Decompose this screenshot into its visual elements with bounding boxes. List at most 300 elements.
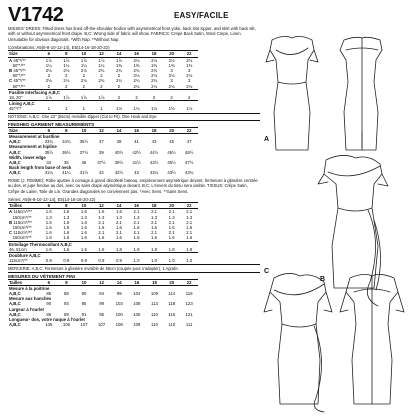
yardage-cell: 0.9	[80, 258, 87, 264]
yardage-cell: 1.6	[98, 246, 105, 252]
measurement-cell: 114	[168, 290, 176, 296]
yardage-cell: 2⅛	[133, 83, 140, 89]
size-header-cell: 16	[128, 279, 146, 285]
yardage-cell: 1⅜	[151, 62, 158, 68]
measurement-cell: 111	[185, 322, 193, 328]
measurement-cell: 33¾	[44, 139, 53, 145]
size-header-cell: 20	[163, 127, 181, 133]
fabric-width: 45"*/**	[9, 106, 22, 112]
measurement-heading: Longueur- dos, votre nuque à l'ourlet	[9, 316, 85, 322]
yardage-cell: 1.8	[168, 246, 175, 252]
view-b-front-drawing	[318, 155, 388, 306]
size-header-cell: 20	[163, 279, 180, 285]
measurement-cell: 43½	[167, 170, 176, 176]
finished-measurements-table	[8, 279, 198, 328]
yardage-cell: 1.3	[168, 214, 175, 220]
yardage-cell: 1.6	[186, 235, 193, 241]
yardage-cell: 1⅞	[63, 57, 70, 63]
measurement-cell: 89	[64, 311, 69, 317]
measurement-cell: 110	[168, 322, 176, 328]
yardage-cell: 2	[47, 83, 50, 89]
size-header-cell: 22	[180, 51, 198, 57]
measurement-cell: 39	[116, 139, 122, 145]
size-header-cell: Size	[8, 127, 40, 133]
fabric-width: 18, 20"	[9, 95, 23, 101]
measurement-cell: 44½	[149, 149, 159, 155]
yardage-cell: 1.6	[80, 209, 87, 215]
measurement-heading: Width, lower edge	[9, 154, 46, 160]
yardage-cell: 1.6	[80, 230, 87, 236]
yardage-cell: 1	[47, 106, 50, 112]
yardage-cell: 1⅞	[45, 95, 52, 101]
measurement-row	[8, 322, 198, 327]
yardage-cell: 2⅛	[186, 83, 193, 89]
measurement-cell: 35	[63, 160, 69, 166]
yardage-cell: 1⅛	[168, 106, 175, 112]
view-c-front-drawing	[264, 273, 332, 412]
yardage-cell: 2.1	[133, 209, 140, 215]
yardage-cell: 3	[187, 68, 191, 74]
yardage-cell: 1.3	[133, 214, 140, 220]
size-header-cell: 6	[40, 203, 58, 209]
finished-measurements-heading: MESURES DU VÊTEMENT FINI	[8, 273, 75, 279]
yardage-cell: 2.1	[186, 209, 193, 215]
yardage-cell: 2.1	[168, 230, 175, 236]
yardage-cell: 2	[187, 95, 191, 101]
yardage-cell: 1.6	[98, 235, 105, 241]
measurement-cell: 110	[151, 311, 158, 317]
measurement-cell: 37½	[97, 160, 106, 166]
size-header-cell: 18	[145, 203, 163, 209]
measurement-cell: 42	[99, 170, 104, 176]
measurement-cell: 90	[81, 290, 87, 296]
measurement-cell: 39½	[114, 160, 124, 166]
size-header-cell: 14	[110, 51, 128, 57]
measurement-cell: 88	[64, 290, 69, 296]
yardage-cell: 1.6	[133, 235, 140, 241]
yardage-cell: 1.6	[80, 246, 87, 252]
size-header-cell: 8	[58, 127, 76, 133]
yardage-cell: 1.3	[63, 214, 70, 220]
yardage-cell: 1.6	[133, 224, 140, 230]
measurement-heading: Largeur à l'ourlet	[9, 306, 44, 312]
measurement-cell: 107	[80, 322, 88, 328]
yardage-cell: 3	[187, 78, 191, 84]
yardage-table	[8, 202, 198, 263]
view-letter: B	[9, 68, 13, 74]
size-header-cell: 14	[110, 127, 128, 133]
measurement-cell: 86	[46, 311, 52, 317]
views-label: A,B,C	[9, 301, 21, 307]
yardage-cell: 1	[82, 106, 86, 112]
yardage-cell: 1.3	[186, 214, 193, 220]
yardage-cell: 2⅛	[151, 57, 158, 63]
yardage-cell: 1.8	[115, 246, 122, 252]
measurement-cell: 107	[98, 322, 106, 328]
dress-line-drawings	[262, 20, 412, 414]
yardage-cell: 1.0	[186, 258, 193, 264]
measurement-cell: 86	[46, 290, 52, 296]
views-label: A,B,C	[9, 139, 21, 145]
description: ROBE (J. FEMME): Robe ajustée à corsage à grand décolleté bateau, empiècement asymétrique devant, fermeture à glissière centrée au dos, et jupe fendue au dos, avec ou sans drapé asymétrique devant. B,C: L'envers du tissu sera visible. TISSUS: Crêpe Satin, Crêpe de Laine, Toile de Lin. Grandes diagonales ne conviennent pas. *Avec Sens. **Sans Sens.	[8, 177, 258, 194]
french-section	[8, 178, 260, 328]
fabric-width: 46, 51cm	[9, 246, 27, 252]
yardage-cell: 1.6	[80, 224, 87, 230]
yardage-cell: 1.6	[63, 235, 70, 241]
size-header-cell: 14	[110, 203, 128, 209]
yardage-cell: 2¾	[133, 78, 140, 84]
yardage-cell: 2⅛	[168, 57, 175, 63]
measurement-cell: 116	[168, 311, 176, 317]
measurement-cell: 41½	[132, 160, 141, 166]
yardage-cell: 1.6	[45, 224, 52, 230]
yardage-cell: 1.8	[133, 246, 140, 252]
measurement-cell: 35½	[44, 149, 53, 155]
measurement-cell: 43¼	[149, 170, 159, 176]
yardage-cell: 1⅜	[168, 62, 175, 68]
yardage-cell: 1⅛	[151, 106, 158, 112]
views-label: A,B,C	[9, 322, 21, 328]
yardage-cell: 2⅛	[151, 73, 158, 79]
view-c-label: C	[264, 268, 270, 275]
size-header-cell: 12	[93, 127, 111, 133]
yardage-cell: 2¾	[98, 68, 105, 74]
view-letter: A	[9, 209, 13, 215]
measurement-cell: 41½	[79, 170, 89, 176]
yardage-cell: 1⅜	[115, 62, 122, 68]
measurement-heading: Measurement at bustline	[9, 134, 60, 140]
measurement-cell: 37½	[79, 149, 89, 155]
fabric-width: 115cm*/**	[9, 258, 28, 264]
yardage-cell: 2	[65, 73, 68, 79]
view-letter: C	[9, 230, 13, 236]
measurement-cell: 34¾	[62, 139, 71, 145]
section-title: Lining A,B,C	[8, 101, 198, 107]
size-header-cell: 6	[40, 127, 58, 133]
measurement-cell: 43	[151, 139, 157, 145]
measurement-heading: Mesure aux hanches	[9, 296, 52, 302]
section-title: Doublure A,B,C	[8, 252, 198, 258]
fabric-width: 45"*/**	[13, 68, 26, 74]
measurement-row	[8, 170, 198, 175]
yardage-cell: 1.6	[168, 224, 175, 230]
measurement-cell: 91	[81, 311, 87, 317]
finished-measurements-table	[8, 127, 198, 176]
yardage-cell: 2¾	[115, 68, 122, 74]
yardage-cell: 2.1	[133, 219, 140, 225]
view-a-front-drawing	[266, 36, 318, 150]
yardage-cell: 2⅛	[151, 83, 158, 89]
yardage-cell: 1.6	[186, 224, 193, 230]
size-header-cell: 10	[75, 51, 93, 57]
measurement-cell: 45½	[167, 160, 176, 166]
difficulty-label: EASY/FACILE	[174, 11, 229, 20]
measurement-cell: 105	[45, 322, 53, 328]
size-header-cell: Size	[8, 51, 40, 57]
yardage-cell: 0.9	[98, 258, 105, 264]
yardage-cell: 2	[135, 95, 138, 101]
yardage-cell: 2⅛	[133, 57, 140, 63]
yardage-cell: 1⅞	[63, 95, 70, 101]
measurement-cell: 109	[133, 322, 141, 328]
fabric-width: 60"*/**	[12, 83, 26, 89]
measurement-cell: 121	[185, 311, 193, 317]
measurement-cell: 106	[62, 322, 70, 328]
yardage-cell: 2.1	[115, 219, 122, 225]
fabric-width: 60"*/**	[12, 62, 26, 68]
yardage-cell: 2.1	[168, 219, 175, 225]
views-label: A,B,C	[9, 149, 21, 155]
views-label: A,B,C	[9, 160, 21, 166]
yardage-cell: 2⅛	[80, 68, 87, 74]
yardage-cell: 1.3	[98, 214, 105, 220]
size-header-cell: 18	[145, 51, 163, 57]
measurement-cell: 36	[81, 160, 87, 166]
size-header-cell: 12	[93, 279, 111, 285]
views-label: A,B,C	[9, 170, 21, 176]
yardage-table	[8, 50, 198, 111]
technical-drawings	[262, 20, 412, 414]
yardage-cell: 3	[170, 68, 173, 74]
measurement-cell: 41⅛	[44, 170, 53, 176]
measurement-cell: 36½	[62, 149, 71, 155]
size-header-cell: 6	[40, 279, 58, 285]
yardage-cell: 1.8	[151, 246, 158, 252]
yardage-cell: 1.3	[80, 214, 87, 220]
yardage-cell: 2¾	[133, 68, 140, 74]
yardage-cell: 2¾	[151, 68, 158, 74]
size-header-cell: 8	[58, 203, 76, 209]
yardage-cell: 1.6	[63, 224, 70, 230]
fabric-width: 45"*/**	[13, 78, 26, 84]
yardage-cell: 1.6	[98, 209, 105, 215]
size-header-cell: 10	[75, 127, 93, 133]
yardage-cell: 1¼	[80, 62, 87, 68]
yardage-cell: 1.6	[98, 224, 105, 230]
yardage-cell: 1⅞	[98, 57, 105, 63]
yardage-cell: 1	[65, 106, 68, 112]
yardage-cell: 2⅛	[133, 73, 140, 79]
yardage-cell: 1	[100, 106, 103, 112]
measurement-cell: 99	[116, 290, 122, 296]
fabric-width: 115cm*/**	[13, 219, 33, 225]
english-section	[8, 26, 260, 176]
views-label: A,B,C	[9, 290, 21, 296]
yardage-cell: 2⅛	[186, 73, 193, 79]
size-header-cell: 20	[163, 203, 181, 209]
notions: MERCERIE: A,B,C: Fermeture à glissière invisible de 55cm (coupée pour s'adapter), 1 Agrafe.	[8, 264, 260, 272]
yardage-cell: 1.6	[63, 230, 70, 236]
yardage-cell: 2¾	[98, 78, 105, 84]
measurement-cell: 42½	[114, 170, 124, 176]
size-header-cell: 16	[128, 51, 146, 57]
yardage-cell: 2.1	[186, 230, 193, 236]
size-header-cell: 16	[128, 203, 146, 209]
yardage-cell: 1.6	[45, 209, 52, 215]
size-header-cell: 10	[75, 279, 93, 285]
measurement-cell: 94	[99, 290, 105, 296]
yardage-cell: 2.1	[186, 219, 193, 225]
yardage-cell: 1⅞	[115, 57, 122, 63]
yardage-cell: 1.3	[115, 214, 122, 220]
combinations: Séries: A5(6-8-10-12-14), E5(14-16-18-20-22)	[8, 196, 96, 202]
yardage-cell: 2⅛	[168, 83, 175, 89]
yardage-cell: 2.1	[168, 209, 175, 215]
yardage-cell: 2	[117, 73, 121, 79]
yardage-cell: 1.6	[45, 219, 52, 225]
measurement-cell: 95	[81, 301, 87, 307]
yardage-cell: 1.6	[115, 224, 122, 230]
measurement-cell: 90	[46, 301, 52, 307]
size-header-cell: 16	[128, 127, 146, 133]
yardage-cell: 2⅛	[80, 78, 87, 84]
view-a-label: A	[264, 136, 270, 143]
pattern-number: V1742	[8, 4, 64, 26]
yardage-cell: 1.6	[80, 219, 87, 225]
view-letter: B	[9, 219, 13, 225]
yardage-cell: 1.3	[45, 214, 52, 220]
yardage-row	[8, 106, 198, 111]
yardage-cell: 1.8	[186, 246, 193, 252]
measurement-cell: 42½	[132, 149, 141, 155]
measurement-cell: 41¼	[62, 170, 71, 176]
yardage-cell: 2¾	[115, 78, 122, 84]
yardage-cell: 2⅛	[63, 78, 70, 84]
size-header-cell: 12	[93, 203, 111, 209]
size-header-cell: 18	[146, 279, 164, 285]
description: MISSES' DRESS: Fitted dress has lined off-the-shoulder bodice with asymmetrical front yoke, back slot zipper, and skirt with back slit, with or without asymmetrical front drape. B,C: Wrong side of fabric will show. FABRICS: Crepe Back Satin, Wool Crepe, Linen. Unsuitable for obvious diagonals. *With Nap. **Without Nap.	[8, 26, 256, 42]
measurement-cell: 43½	[149, 160, 159, 166]
measurement-cell: 99	[99, 301, 105, 307]
size-header-cell: 12	[93, 51, 111, 57]
measurement-cell: 45	[169, 139, 174, 145]
yardage-cell: 0.9	[45, 258, 52, 264]
yardage-cell: 2⅛	[186, 57, 193, 63]
size-header-cell: 8	[58, 279, 76, 285]
yardage-cell: 1.0	[151, 258, 158, 264]
size-header-cell: Tailles	[8, 279, 40, 285]
yardage-row	[8, 258, 198, 263]
measurement-cell: 43	[134, 170, 139, 176]
fabric-width: 115cm*/**	[13, 230, 33, 236]
size-header-cell: 10	[75, 203, 93, 209]
views-label: A,B,C	[9, 311, 21, 317]
yardage-cell: 2.1	[151, 209, 158, 215]
yardage-cell: 1¼	[98, 62, 105, 68]
fabric-width: 150cm*/**	[12, 235, 32, 241]
text-column	[8, 26, 260, 414]
yardage-cell: 1.6	[45, 235, 52, 241]
size-header-cell: 22	[180, 127, 198, 133]
yardage-cell: 2	[65, 83, 68, 89]
fabric-width: 150cm*/**	[12, 214, 32, 220]
size-header-cell: 6	[40, 51, 58, 57]
yardage-cell: 1.6	[45, 230, 52, 236]
measurement-cell: 35½	[79, 139, 89, 145]
yardage-cell: 2	[117, 83, 121, 89]
measurement-cell: 47	[186, 139, 192, 145]
fabric-width: 115cm*/**	[13, 209, 33, 215]
yardage-cell: 2	[100, 83, 103, 89]
yardage-cell: 2.1	[133, 230, 140, 236]
yardage-cell: 1⅞	[80, 57, 87, 63]
measurement-cell: 39	[99, 149, 104, 155]
size-header-cell: 8	[58, 51, 76, 57]
yardage-cell: 2	[82, 83, 86, 89]
yardage-cell: 2	[82, 73, 86, 79]
yardage-cell: 1⅛	[186, 106, 193, 112]
measurement-cell: 41	[134, 139, 139, 145]
measurement-cell: 109	[150, 290, 159, 296]
measurement-heading: Measurement at hipline	[9, 144, 57, 150]
fabric-width: 150cm*/**	[12, 224, 32, 230]
size-header-cell: 22	[180, 203, 198, 209]
size-header-cell: 20	[163, 51, 181, 57]
fabric-width: 45"*/**	[13, 57, 26, 63]
yardage-cell: 3	[170, 78, 173, 84]
measurement-cell: 46½	[167, 149, 176, 155]
yardage-cell: 2.1	[98, 219, 105, 225]
fabric-width: 60"*/**	[12, 73, 26, 79]
yardage-cell: 1⅞	[98, 95, 105, 101]
measurement-cell: 113	[151, 301, 158, 307]
measurement-cell: 118	[168, 301, 176, 307]
yardage-cell: 1⅜	[186, 62, 193, 68]
yardage-cell: 0.9	[63, 258, 70, 264]
view-a-back-drawing	[340, 37, 382, 150]
yardage-cell: 2¾	[151, 78, 158, 84]
measurement-cell: 103	[115, 301, 123, 307]
yardage-cell: 2.1	[151, 219, 158, 225]
combinations: Combinations: A5(6-8-10-12-14), E5(14-16-18-20-22)	[8, 45, 110, 51]
size-header-cell: 18	[145, 127, 163, 133]
yardage-cell: 1.6	[80, 235, 87, 241]
yardage-cell: 1.6	[115, 209, 122, 215]
measurement-cell: 95	[99, 311, 105, 317]
size-header-cell: Tailles	[8, 203, 40, 209]
yardage-cell: 2⅛	[63, 68, 70, 74]
measurement-cell: 110	[151, 322, 158, 328]
yardage-cell: 1.0	[168, 258, 175, 264]
yardage-cell: 2.1	[151, 230, 158, 236]
yardage-cell: 2⅛	[45, 78, 52, 84]
yardage-cell: 1.0	[133, 258, 140, 264]
yardage-cell: 1.6	[63, 219, 70, 225]
view-letter: C	[9, 78, 13, 84]
yardage-cell: 2	[47, 73, 50, 79]
yardage-cell: 1¼	[63, 62, 70, 68]
yardage-cell: 1⅜	[133, 62, 140, 68]
measurement-cell: 104	[133, 290, 141, 296]
yardage-cell: 1⅛	[115, 106, 122, 112]
measurement-heading: Back length from base of neck	[9, 165, 72, 171]
size-header-cell: 22	[180, 279, 198, 285]
yardage-cell: 1.6	[115, 235, 122, 241]
yardage-cell: 1.3	[151, 214, 158, 220]
measurement-cell: 43¾	[185, 170, 194, 176]
measurement-heading: Mesure à la poitrine	[9, 285, 50, 291]
yardage-cell: 2⅛	[45, 68, 52, 74]
yardage-cell: 2.1	[115, 230, 122, 236]
measurement-cell: 93	[64, 301, 69, 307]
measurement-cell: 123	[185, 301, 193, 307]
measurement-cell: 40½	[114, 149, 124, 155]
section-title: Entoilage Thermocollant A,B,C	[8, 241, 198, 247]
measurement-cell: 119	[185, 290, 193, 296]
yardage-cell: 2	[170, 95, 173, 101]
yardage-cell: 2⅛	[168, 73, 175, 79]
yardage-cell: 1.6	[151, 235, 158, 241]
